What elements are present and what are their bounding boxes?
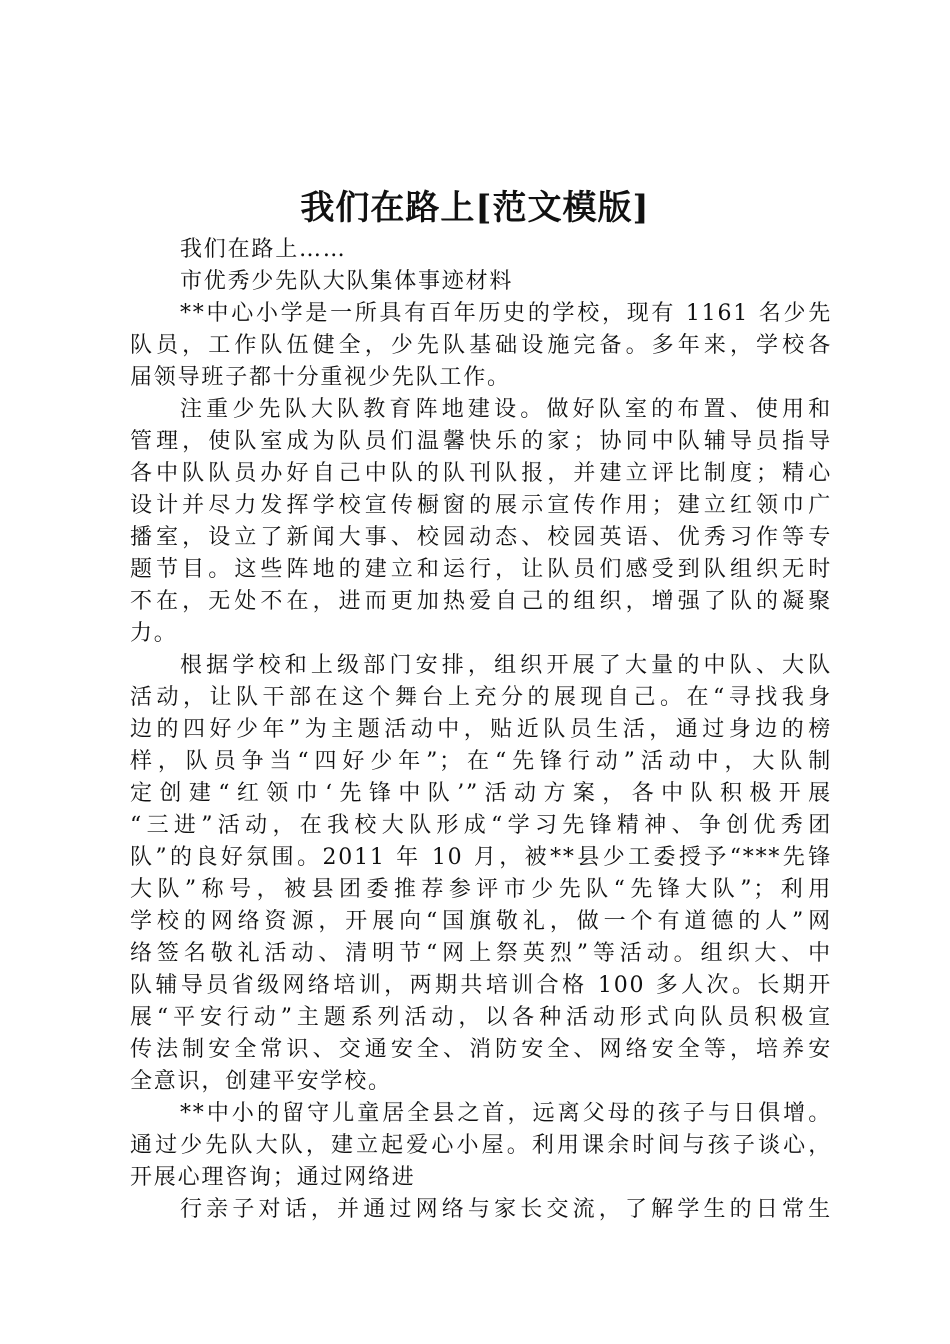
- text-line: 全意识，创建平安学校。: [130, 1069, 392, 1094]
- document-title: 我们在路上[范文模版]: [300, 188, 650, 228]
- text-line: **中小的留守儿童居全县之首，远离父母的孩子与日俱增。: [180, 1101, 832, 1126]
- text-line: 展“平安行动”主题系列活动，以各种活动形式向队员积极宣: [130, 1005, 832, 1030]
- text-line: 定创建“红领巾‘先锋中队’”活动方案，各中队积极开展: [130, 781, 832, 806]
- text-line: 队”的良好氛围。2011 年 10 月，被**县少工委授予“***先锋: [130, 845, 832, 870]
- text-line: 管理，使队室成为队员们温馨快乐的家；协同中队辅导员指导: [130, 429, 832, 454]
- text-line: 络签名敬礼活动、清明节“网上祭英烈”等活动。组织大、中: [130, 941, 832, 966]
- text-line: 届领导班子都十分重视少先队工作。: [130, 365, 511, 390]
- text-line: 我们在路上……: [180, 237, 347, 262]
- text-line: 力。: [130, 621, 178, 646]
- text-line: 边的四好少年”为主题活动中，贴近队员生活，通过身边的榜: [130, 717, 832, 742]
- text-line: 大队”称号，被县团委推荐参评市少先队“先锋大队”；利用: [130, 877, 832, 902]
- text-line: 不在，无处不在，进而更加热爱自己的组织，增强了队的凝聚: [130, 589, 832, 614]
- text-line: 题节目。这些阵地的建立和运行，让队员们感受到队组织无时: [130, 557, 832, 582]
- text-line: “三进”活动，在我校大队形成“学习先锋精神、争创优秀团: [130, 813, 832, 838]
- text-line: 开展心理咨询；通过网络进: [130, 1165, 416, 1190]
- text-line: 注重少先队大队教育阵地建设。做好队室的布置、使用和: [180, 397, 832, 422]
- text-line: 样，队员争当“四好少年”；在“先锋行动”活动中，大队制: [130, 749, 832, 774]
- text-line: 市优秀少先队大队集体事迹材料: [180, 269, 514, 294]
- text-line: 通过少先队大队，建立起爱心小屋。利用课余时间与孩子谈心，: [130, 1133, 832, 1158]
- text-line: 设计并尽力发挥学校宣传橱窗的展示宣传作用；建立红领巾广: [130, 493, 832, 518]
- text-line: 行亲子对话，并通过网络与家长交流，了解学生的日常生: [180, 1197, 832, 1222]
- text-line: 队员，工作队伍健全，少先队基础设施完备。多年来，学校各: [130, 333, 832, 358]
- text-line: 队辅导员省级网络培训，两期共培训合格 100 多人次。长期开: [130, 973, 832, 998]
- text-line: **中心小学是一所具有百年历史的学校，现有 1161 名少先: [180, 301, 832, 326]
- text-line: 学校的网络资源，开展向“国旗敬礼，做一个有道德的人”网: [130, 909, 832, 934]
- text-line: 传法制安全常识、交通安全、消防安全、网络安全等，培养安: [130, 1037, 832, 1062]
- text-line: 根据学校和上级部门安排，组织开展了大量的中队、大队: [180, 653, 832, 678]
- text-line: 播室，设立了新闻大事、校园动态、校园英语、优秀习作等专: [130, 525, 832, 550]
- text-line: 活动，让队干部在这个舞台上充分的展现自己。在“寻找我身: [130, 685, 832, 710]
- text-line: 各中队队员办好自己中队的队刊队报，并建立评比制度；精心: [130, 461, 832, 486]
